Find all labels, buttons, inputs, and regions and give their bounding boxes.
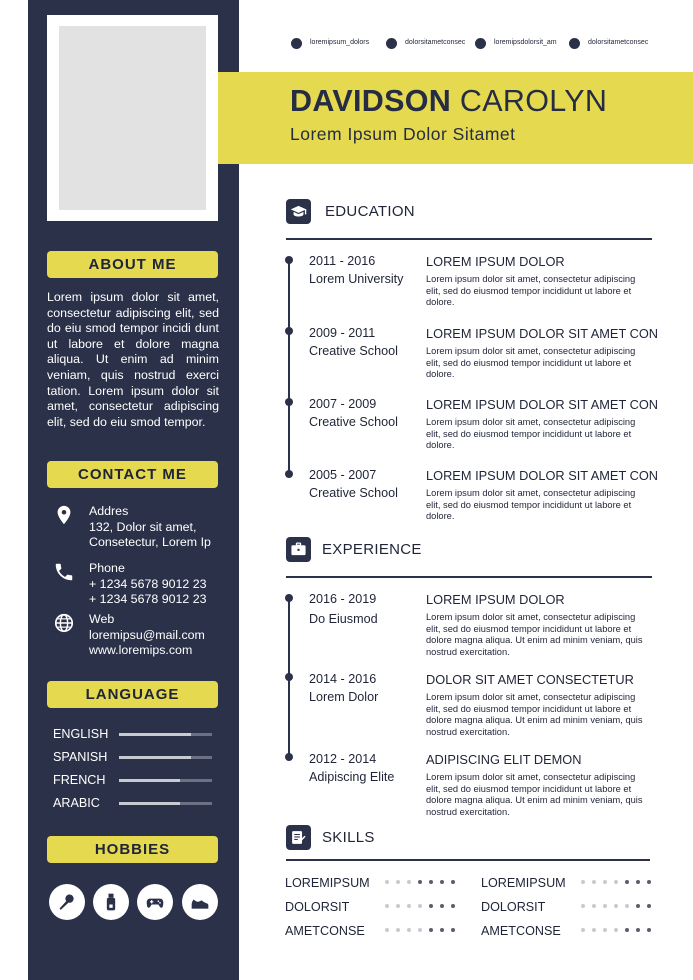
full-name <box>290 84 607 119</box>
language-level-fill <box>119 779 180 782</box>
language-name: FRENCH <box>53 773 106 787</box>
entry-description: Lorem ipsum dolor sit amet, consectetur adipiscing elit, sed do eiusmod tempor incididunt ut labore et dolore. <box>426 417 636 451</box>
last-name: CAROLYN <box>459 84 608 118</box>
entry-years: 2012 - 2014 <box>309 752 377 766</box>
education-timeline <box>288 257 290 475</box>
skill-dot <box>429 928 433 932</box>
entry-years: 2009 - 2011 <box>309 326 376 340</box>
first-name: DAVIDSON <box>290 84 452 118</box>
skill-dot <box>625 904 629 908</box>
skill-rating <box>385 928 460 933</box>
skill-dot <box>396 928 400 932</box>
contact-website-link[interactable]: www.loremips.com <box>89 643 193 657</box>
skill-dot <box>647 928 651 932</box>
entry-title: LOREM IPSUM DOLOR <box>426 254 565 269</box>
timeline-dot <box>285 398 293 406</box>
language-level-track <box>119 756 212 759</box>
briefcase-icon <box>290 541 307 558</box>
skill-name: DOLORSIT <box>285 900 350 914</box>
entry-company: Adipiscing Elite <box>309 770 395 784</box>
contact-email-link[interactable]: loremipsu@mail.com <box>89 627 205 642</box>
skill-rating <box>581 904 656 909</box>
hobby-tech <box>93 884 129 920</box>
education-section-icon <box>286 199 311 224</box>
skill-dot <box>407 928 411 932</box>
contact-phone-2[interactable]: + 1234 5678 9012 23 <box>89 592 207 606</box>
skill-dot <box>385 880 389 884</box>
skill-dot <box>581 880 585 884</box>
entry-title: LOREM IPSUM DOLOR SIT AMET CON <box>426 468 659 483</box>
skill-rating <box>581 928 656 933</box>
skill-item <box>481 900 661 914</box>
skill-dot <box>614 880 618 884</box>
skill-name: LOREMIPSUM <box>481 876 566 890</box>
skill-dot <box>581 904 585 908</box>
language-name: SPANISH <box>53 750 108 764</box>
experience-divider <box>286 576 652 578</box>
entry-years: 2016 - 2019 <box>309 592 377 606</box>
clipboard-pen-icon <box>290 829 307 846</box>
language-item <box>53 796 213 814</box>
language-level-fill <box>119 733 191 736</box>
microphone-icon <box>57 892 77 912</box>
skill-item <box>481 876 661 890</box>
phone-icon <box>53 561 75 583</box>
skill-dot <box>592 880 596 884</box>
location-pin-icon <box>53 504 75 526</box>
top-link-text: dolorsitametconsec <box>588 39 649 46</box>
entry-description: Lorem ipsum dolor sit amet, consectetur adipiscing elit, sed do eiusmod tempor incididunt ut labore et dolore. <box>426 488 636 522</box>
language-level-fill <box>119 756 191 759</box>
gamepad-icon <box>145 892 165 912</box>
graduation-cap-icon <box>290 203 307 220</box>
entry-institution: Creative School <box>309 344 398 358</box>
skill-dot <box>451 928 455 932</box>
skill-dot <box>418 928 422 932</box>
skill-dot <box>418 904 422 908</box>
skill-rating <box>581 880 656 885</box>
skill-dot <box>451 880 455 884</box>
skill-dot <box>581 928 585 932</box>
skill-dot <box>440 880 444 884</box>
skill-dot <box>385 928 389 932</box>
entry-description: Lorem ipsum dolor sit amet, consectetur adipiscing elit, sed do eiusmod tempor incididunt ut labore et dolore. <box>426 274 636 308</box>
contact-address-line-2: Consetectur, Lorem Ip <box>89 535 211 549</box>
skill-dot <box>636 928 640 932</box>
education-divider <box>286 238 652 240</box>
sneaker-icon <box>190 892 210 912</box>
education-heading: EDUCATION <box>325 203 415 220</box>
skill-dot <box>592 928 596 932</box>
language-level-track <box>119 779 212 782</box>
entry-institution: Creative School <box>309 486 398 500</box>
skill-dot <box>451 904 455 908</box>
hobby-gaming <box>137 884 173 920</box>
top-link-text: loremipsdolorsit_am <box>494 39 557 46</box>
hobbies-heading: HOBBIES <box>47 836 218 863</box>
entry-title: ADIPISCING ELIT DEMON <box>426 752 582 767</box>
language-item <box>53 773 213 791</box>
experience-heading: EXPERIENCE <box>322 541 422 558</box>
top-link-text: loremipsum_dolors <box>310 39 370 46</box>
language-level-track <box>119 733 212 736</box>
timeline-dot <box>285 753 293 761</box>
skill-dot <box>647 904 651 908</box>
skill-dot <box>385 904 389 908</box>
language-item <box>53 750 213 768</box>
skill-name: DOLORSIT <box>481 900 546 914</box>
experience-section-icon <box>286 537 311 562</box>
globe-icon <box>53 612 75 634</box>
hobby-running <box>182 884 218 920</box>
skill-item <box>285 924 465 938</box>
entry-years: 2007 - 2009 <box>309 397 377 411</box>
contact-address-label: Addres <box>89 504 129 518</box>
job-title: Lorem Ipsum Dolor Sitamet <box>290 124 516 144</box>
contact-phone-1[interactable]: + 1234 5678 9012 23 <box>89 576 207 591</box>
skill-dot <box>636 880 640 884</box>
skill-dot <box>429 880 433 884</box>
skill-dot <box>647 880 651 884</box>
skill-name: AMETCONSE <box>481 924 561 938</box>
skill-dot <box>429 904 433 908</box>
bullet-dot-icon <box>569 38 580 49</box>
entry-years: 2011 - 2016 <box>309 254 376 268</box>
entry-institution: Lorem University <box>309 272 404 286</box>
skill-dot <box>614 928 618 932</box>
timeline-dot <box>285 470 293 478</box>
skill-dot <box>396 904 400 908</box>
skills-divider <box>286 859 650 861</box>
timeline-dot <box>285 256 293 264</box>
skill-dot <box>603 928 607 932</box>
hobby-music <box>49 884 85 920</box>
contact-heading: CONTACT ME <box>47 461 218 488</box>
skill-dot <box>440 928 444 932</box>
entry-title: LOREM IPSUM DOLOR <box>426 592 565 607</box>
skill-dot <box>396 880 400 884</box>
entry-years: 2005 - 2007 <box>309 468 377 482</box>
timeline-dot <box>285 327 293 335</box>
skill-dot <box>407 880 411 884</box>
skill-dot <box>614 904 618 908</box>
usb-drive-icon <box>101 892 121 912</box>
entry-title: DOLOR SIT AMET CONSECTETUR <box>426 672 634 687</box>
skill-dot <box>636 904 640 908</box>
language-level-fill <box>119 802 180 805</box>
entry-company: Do Eiusmod <box>309 612 378 626</box>
skill-item <box>481 924 661 938</box>
top-link-bar <box>291 37 671 51</box>
bullet-dot-icon <box>386 38 397 49</box>
entry-title: LOREM IPSUM DOLOR SIT AMET CON <box>426 326 659 341</box>
bullet-dot-icon <box>291 38 302 49</box>
top-link-text: dolorsitametconsec <box>405 39 466 46</box>
entry-description: Lorem ipsum dolor sit amet, consectetur adipiscing elit, sed do eiusmod tempor incididunt ut labore et dolore magna aliqua. Ut enim ad minim veniam, quis nostrud exercitation. <box>426 692 643 737</box>
skill-name: LOREMIPSUM <box>285 876 370 890</box>
entry-institution: Creative School <box>309 415 398 429</box>
skill-dot <box>603 880 607 884</box>
entry-description: Lorem ipsum dolor sit amet, consectetur adipiscing elit, sed do eiusmod tempor incididunt ut labore et dolore magna aliqua. Ut enim ad minim veniam, quis nostrud exercitation. <box>426 772 643 817</box>
about-text: Lorem ipsum dolor sit amet, consectetur adipiscing elit, sed do eiu smod tempor incidi dunt ut labore et dolore magna aliqua. Ut enim ad minim veniam, quis nostrud exerci tation. Lorem ipsum dolor sit amet, consectetur adipiscing elit, sed do eiu smod tempor. <box>47 290 219 429</box>
language-heading: LANGUAGE <box>47 681 218 708</box>
about-heading: ABOUT ME <box>47 251 218 278</box>
skill-dot <box>440 904 444 908</box>
contact-phone-label: Phone <box>89 561 125 575</box>
skill-item <box>285 876 465 890</box>
language-level-track <box>119 802 212 805</box>
skill-item <box>285 900 465 914</box>
skill-dot <box>418 880 422 884</box>
skill-name: AMETCONSE <box>285 924 365 938</box>
language-name: ENGLISH <box>53 727 109 741</box>
skill-dot <box>625 928 629 932</box>
entry-description: Lorem ipsum dolor sit amet, consectetur adipiscing elit, sed do eiusmod tempor incididunt ut labore et dolore. <box>426 346 636 380</box>
skill-rating <box>385 904 460 909</box>
language-name: ARABIC <box>53 796 100 810</box>
skills-section-icon <box>286 825 311 850</box>
contact-web-label: Web <box>89 612 115 626</box>
contact-address-line-1: 132, Dolor sit amet, <box>89 519 197 534</box>
profile-photo-frame <box>47 15 218 221</box>
entry-description: Lorem ipsum dolor sit amet, consectetur adipiscing elit, sed do eiusmod tempor incididunt ut labore et dolore magna aliqua. Ut enim ad minim veniam, quis nostrud exercitation. <box>426 612 643 657</box>
skills-heading: SKILLS <box>322 829 375 846</box>
skill-dot <box>625 880 629 884</box>
entry-years: 2014 - 2016 <box>309 672 377 686</box>
entry-company: Lorem Dolor <box>309 690 379 704</box>
skill-dot <box>592 904 596 908</box>
profile-photo-placeholder[interactable] <box>59 26 206 210</box>
skill-rating <box>385 880 460 885</box>
language-item <box>53 727 213 745</box>
bullet-dot-icon <box>475 38 486 49</box>
skill-dot <box>603 904 607 908</box>
timeline-dot <box>285 673 293 681</box>
timeline-dot <box>285 594 293 602</box>
skill-dot <box>407 904 411 908</box>
entry-title: LOREM IPSUM DOLOR SIT AMET CON <box>426 397 659 412</box>
